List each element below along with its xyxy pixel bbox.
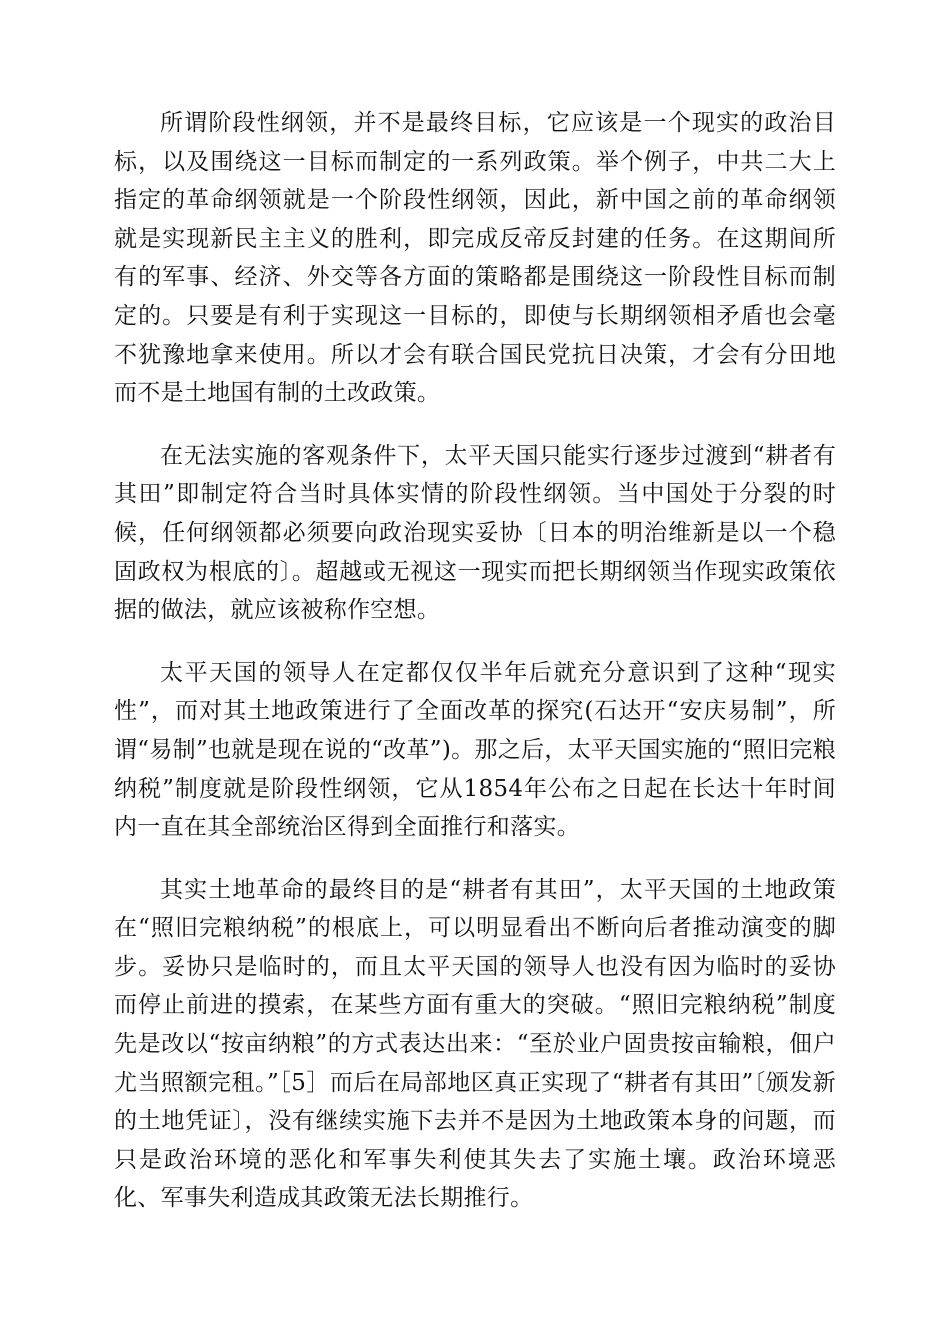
paragraph-taiping-reform: 太平天国的领导人在定都仅仅半年后就充分意识到了这种“现实性”，而对其土地政策进行了全面改革的探究(石达开“安庆易制”，所谓“易制”也就是现在说的“改革”)。那之后，太平天国实施的“照旧完粮纳税”制度就是阶段性纲领，它从1854年公布之日起在长达十年时间内一直在其全部统治区得到全面推行和落实。 — [114, 659, 836, 841]
document-body — [114, 104, 836, 1218]
paragraph-objective-conditions: 在无法实施的客观条件下，太平天国只能实行逐步过渡到“耕者有其田”即制定符合当时具体实情的阶段性纲领。当中国处于分裂的时候，任何纲领都必须要向政治现实妥协〔日本的明治维新是以一个稳固政权为根底的〕。超越或无视这一现实而把长期纲领当作现实政策依据的做法，就应该被称作空想。 — [114, 442, 836, 624]
paragraph-stage-program-definition: 所谓阶段性纲领，并不是最终目标，它应该是一个现实的政治目标，以及围绕这一目标而制定的一系列政策。举个例子，中共二大上指定的革命纲领就是一个阶段性纲领，因此，新中国之前的革命纲领就是实现新民主主义的胜利，即完成反帝反封建的任务。在这期间所有的军事、经济、外交等各方面的策略都是围绕这一阶段性目标而制定的。只要是有利于实现这一目标的，即使与长期纲领相矛盾也会毫不犹豫地拿来使用。所以才会有联合国民党抗日决策，才会有分田地而不是土地国有制的土改政策。 — [114, 110, 836, 407]
paragraph-land-revolution-goal: 其实土地革命的最终目的是“耕者有其田”，太平天国的土地政策在“照旧完粮纳税”的根底上，可以明显看出不断向后者推动演变的脚步。妥协只是临时的，而且太平天国的领导人也没有因为临时的妥协而停止前进的摸索，在某些方面有重大的突破。“照旧完粮纳税”制度先是改以“按亩纳粮”的方式表达出来：“至於业户固贵按亩输粮，佃户尤当照额完租。”［5］而后在局部地区真正实现了“耕者有其田”〔颁发新的土地凭证〕，没有继续实施下去并不是因为土地政策本身的问题，而只是政治环境的恶化和军事失利使其失去了实施土壤。政治环境恶化、军事失利造成其政策无法长期推行。 — [114, 876, 836, 1212]
